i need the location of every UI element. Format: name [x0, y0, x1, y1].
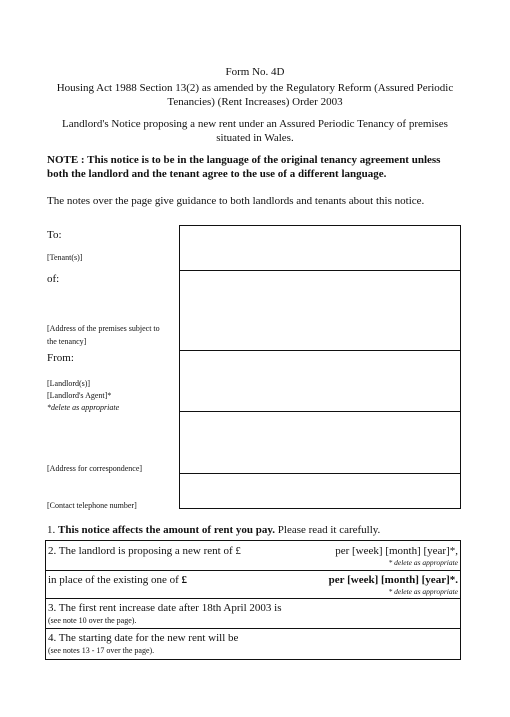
tenants-label: [Tenant(s)] — [47, 253, 83, 262]
act-reference-line1: Housing Act 1988 Section 13(2) as amended by the Regulatory Reform (Assured Periodic — [56, 82, 454, 94]
premises-address-label-line2: the tenancy] — [47, 337, 87, 346]
existing-rent-period[interactable]: per [week] [month] [year]*. — [328, 574, 458, 586]
telephone-label: [Contact telephone number] — [47, 501, 137, 510]
section1-number: 1. — [47, 524, 56, 536]
starting-date-label: 4. The starting date for the new rent will be — [48, 632, 239, 644]
section1-heading — [47, 523, 380, 537]
guidance-text: The notes over the page give guidance to both landlords and tenants about this notice. — [47, 195, 425, 207]
landlord-name-field[interactable] — [179, 350, 461, 412]
table-divider — [45, 628, 461, 629]
notice-title-line1: Landlord's Notice proposing a new rent under an Assured Periodic Tenancy of premises — [62, 118, 448, 130]
to-label: To: — [47, 229, 62, 241]
section1-bold-text: This notice affects the amount of rent you pay. — [58, 524, 276, 536]
premises-address-field[interactable] — [179, 270, 461, 351]
correspondence-address-field[interactable] — [179, 411, 461, 474]
correspondence-address-label: [Address for correspondence] — [47, 464, 143, 473]
table-divider — [45, 570, 461, 571]
telephone-field[interactable] — [179, 473, 461, 509]
delete-as-appropriate-note: *delete as appropriate — [47, 403, 120, 412]
proposed-rent-period[interactable]: per [week] [month] [year]*, — [335, 545, 458, 557]
language-note-line1: NOTE : This notice is to be in the language of the original tenancy agreement unless — [47, 154, 441, 166]
landlords-agent-label: [Landlord's Agent]* — [47, 391, 112, 400]
premises-address-label-line1: [Address of the premises subject to — [47, 324, 160, 333]
proposed-rent-label: 2. The landlord is proposing a new rent of £ — [48, 545, 241, 557]
existing-rent-text: in place of the existing one of — [48, 574, 182, 586]
first-increase-date-note: (see note 10 over the page). — [48, 616, 137, 625]
table-divider — [45, 598, 461, 599]
existing-rent-delete-note: * delete as appropriate — [388, 587, 458, 596]
form-number: Form No. 4D — [225, 66, 285, 78]
from-label: From: — [47, 352, 74, 364]
landlords-label: [Landlord(s)] — [47, 379, 91, 388]
existing-rent-label — [48, 573, 187, 587]
language-note-line2: both the landlord and the tenant agree to the use of a different language. — [47, 168, 387, 180]
of-label: of: — [47, 273, 60, 285]
proposed-rent-delete-note: * delete as appropriate — [388, 558, 458, 567]
first-increase-date-label: 3. The first rent increase date after 18th April 2003 is — [48, 602, 282, 614]
pound-symbol: £ — [181, 574, 187, 586]
notice-title-line2: situated in Wales. — [216, 132, 294, 144]
tenants-name-field[interactable] — [179, 225, 461, 271]
starting-date-note: (see notes 13 - 17 over the page). — [48, 646, 155, 655]
act-reference-line2: Tenancies) (Rent Increases) Order 2003 — [167, 96, 343, 108]
section1-rest-text: Please read it carefully. — [277, 524, 381, 536]
